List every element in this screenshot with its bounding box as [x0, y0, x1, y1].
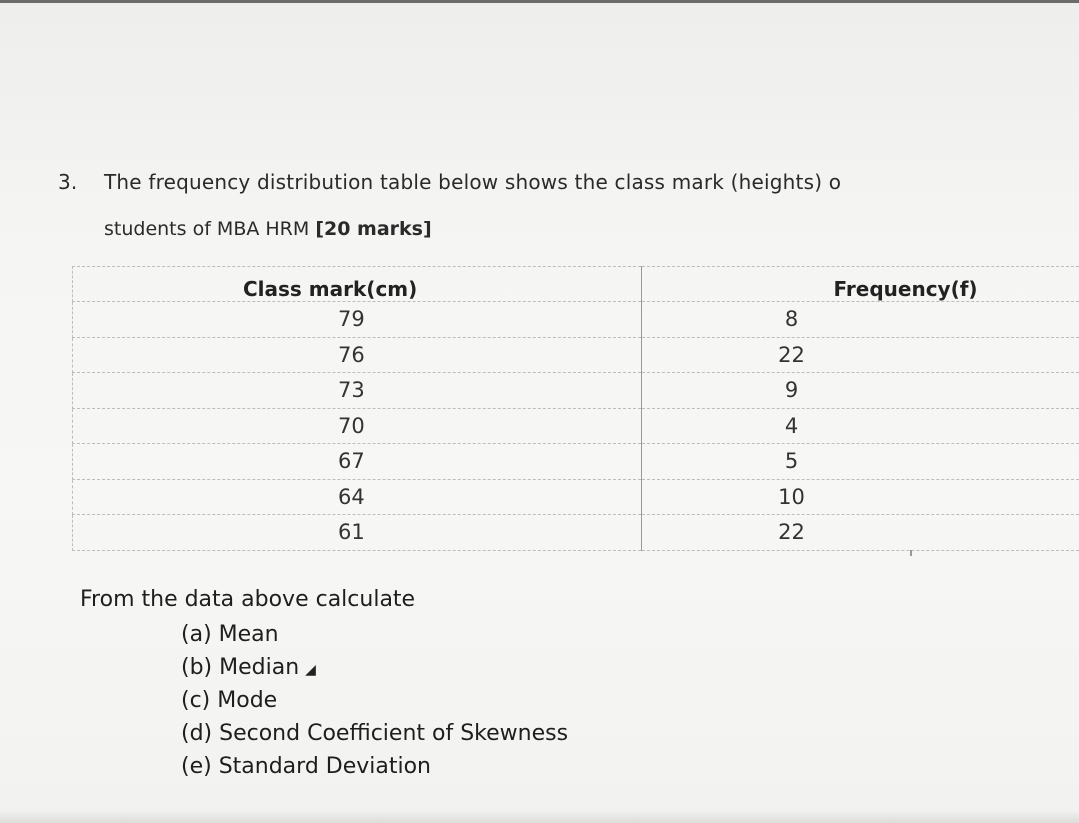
cell-frequency: 8	[641, 302, 1079, 338]
instructions-list	[181, 620, 568, 785]
cell-frequency: 22	[641, 515, 1079, 551]
list-item: (d) Second Coefficient of Skewness	[181, 721, 569, 746]
question-number: 3.	[58, 170, 78, 194]
cell-frequency: 10	[641, 479, 1079, 515]
table-row	[73, 479, 1079, 515]
frequency-table	[72, 266, 1079, 551]
cell-frequency: 22	[641, 337, 1079, 373]
cell-class-mark: 61	[73, 515, 642, 551]
cell-class-mark: 79	[73, 302, 642, 338]
table-row	[73, 444, 1079, 480]
table-row	[73, 515, 1079, 551]
bottom-edge	[0, 810, 1079, 823]
cell-class-mark: 70	[73, 408, 642, 444]
header-class-mark: Class mark(cm)	[73, 267, 642, 302]
table-row	[73, 373, 1079, 409]
table-row	[73, 337, 1079, 373]
cell-class-mark: 76	[73, 337, 642, 373]
question-marks: [20 marks]	[315, 218, 432, 240]
question-text-line1: The frequency distribution table below shows the class mark (heights) o	[104, 170, 842, 194]
cell-frequency: 9	[641, 373, 1079, 409]
cell-frequency: 4	[641, 408, 1079, 444]
cell-class-mark: 73	[73, 373, 642, 409]
list-item: (a) Mean	[181, 622, 279, 647]
list-item: (b) Median ◢	[181, 653, 568, 686]
list-item: (c) Mode	[181, 688, 278, 713]
question-text	[58, 170, 1079, 194]
list-item: (e) Standard Deviation	[181, 754, 432, 779]
top-rule	[0, 0, 1079, 3]
table-header-row	[73, 267, 1079, 302]
cell-frequency: 5	[641, 444, 1079, 480]
table-row	[73, 302, 1079, 338]
pen-mark	[910, 550, 912, 556]
instructions-intro: From the data above calculate	[80, 587, 416, 612]
question-text-continued	[104, 218, 432, 240]
cell-class-mark: 64	[73, 479, 642, 515]
question-text-line2: students of MBA HRM	[104, 218, 316, 240]
header-frequency: Frequency(f)	[641, 267, 1079, 302]
table-row	[73, 408, 1079, 444]
pen-tick-icon: ◢	[305, 662, 316, 678]
cell-class-mark: 67	[73, 444, 642, 480]
